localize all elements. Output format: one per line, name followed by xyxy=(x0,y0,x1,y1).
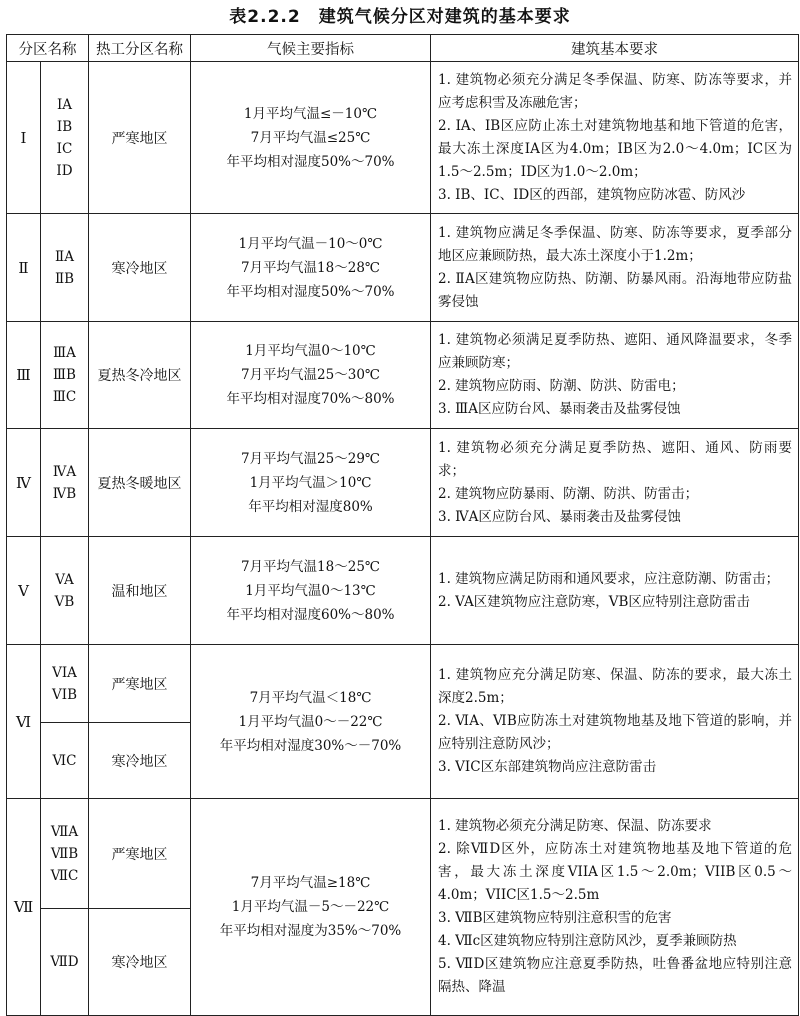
indicator-line: 1月平均气温≤－10℃ xyxy=(243,105,378,122)
subzone-code: ⅦA xyxy=(50,823,79,840)
subzone-codes xyxy=(41,723,89,799)
zone-code: Ⅵ xyxy=(7,645,41,799)
building-requirements xyxy=(431,799,799,1016)
climate-zone-table xyxy=(6,34,799,1016)
requirement-item: 2. 建筑物应防雨、防潮、防洪、防雷电； xyxy=(438,378,685,394)
indicator-line: 1月平均气温－5～－22℃ xyxy=(231,899,390,915)
indicator-line: 7月平均气温≥18℃ xyxy=(250,875,371,891)
subzone-code: ⅦD xyxy=(50,954,79,970)
subzone-code: ID xyxy=(56,162,73,179)
subzone-code: VA xyxy=(55,571,74,588)
subzone-code: ⅥC xyxy=(52,752,77,769)
subzone-code: VIB xyxy=(51,686,77,703)
subzone-code: ⅦB xyxy=(50,845,79,862)
table-title: 表2.2.2 建筑气候分区对建筑的基本要求 xyxy=(229,7,571,27)
indicator-line: 年平均相对湿度80% xyxy=(248,498,373,515)
table-row xyxy=(7,537,799,645)
requirement-item: 1. 建筑物必须满足夏季防热、遮阳、通风降温要求，冬季应兼顾防寒； xyxy=(438,332,792,371)
zone-code: Ⅲ xyxy=(7,322,41,429)
indicator-line: 年平均相对湿度70%～80% xyxy=(226,391,395,407)
subzone-code: VIA xyxy=(52,664,77,681)
zone-code: Ⅶ xyxy=(7,799,41,1016)
subzone-codes xyxy=(41,429,89,537)
requirement-item: 3. ⅢA区应防台风、暴雨袭击及盐雾侵蚀 xyxy=(438,401,681,417)
requirement-item: 1. 建筑物必须充分满足夏季防热、遮阳、通风、防雨要求； xyxy=(438,439,792,479)
climate-indicators xyxy=(191,799,431,1016)
requirement-item: 1. 建筑物应充分满足防寒、保温、防冻的要求，最大冻土深度2.5m； xyxy=(438,667,792,706)
table-row xyxy=(7,799,799,909)
header-thermal-zone: 热工分区名称 xyxy=(89,35,191,62)
requirement-item: 2. 除ⅦD区外，应防冻土对建筑物地基及地下管道的危害，最大冻土深度VIIA区1.5～2.0m；VIIB区0.5～4.0m；VIIC区1.5～2.5m xyxy=(438,841,792,903)
thermal-zone-name: 寒冷地区 xyxy=(89,723,191,799)
thermal-zone-name: 寒冷地区 xyxy=(89,214,191,322)
requirement-item: 1. 建筑物必须充分满足防寒、保温、防冻要求 xyxy=(438,818,712,834)
indicator-line: 年平均相对湿度为35%～70% xyxy=(219,923,402,939)
subzone-code: IC xyxy=(56,140,73,157)
indicator-line: 1月平均气温0～－22℃ xyxy=(238,713,383,730)
requirement-item: 1. 建筑物应满足冬季保温、防寒、防冻等要求，夏季部分地区应兼顾防热，最大冻土深度小于1.2m； xyxy=(438,224,792,264)
subzone-code: IA xyxy=(56,96,73,113)
indicator-line: 7月平均气温25～29℃ xyxy=(240,450,381,467)
climate-indicators xyxy=(191,645,431,799)
subzone-codes xyxy=(41,645,89,723)
climate-indicators xyxy=(191,62,431,214)
requirement-item: 2. IA、IB区应防止冻土对建筑物地基和地下管道的危害，最大冻土深度IA区为4.0m；IB区为2.0～4.0m；IC区为1.5～2.5m；ID区为1.0～2.0m； xyxy=(438,117,792,180)
zone-code: Ⅰ xyxy=(7,62,41,214)
indicator-line: 1月平均气温－10～0℃ xyxy=(238,235,383,252)
header-zone-name: 分区名称 xyxy=(7,35,89,62)
zone-code: Ⅴ xyxy=(7,537,41,645)
indicator-line: 7月平均气温≤25℃ xyxy=(250,129,371,146)
table-row xyxy=(7,62,799,214)
subzone-code: ⅣB xyxy=(52,485,77,502)
thermal-zone-name: 严寒地区 xyxy=(89,62,191,214)
subzone-code: ⅢB xyxy=(53,367,76,383)
thermal-zone-name: 夏热冬暖地区 xyxy=(89,429,191,537)
thermal-zone-name: 寒冷地区 xyxy=(89,909,191,1016)
requirement-item: 2. 建筑物应防暴雨、防潮、防洪、防雷击； xyxy=(438,485,699,502)
indicator-line: 7月平均气温18～28℃ xyxy=(240,259,381,276)
indicator-line: 年平均相对湿度60%～80% xyxy=(226,606,395,623)
climate-indicators xyxy=(191,322,431,429)
header-climate-indicators: 气候主要指标 xyxy=(191,35,431,62)
subzone-code: ⅦC xyxy=(50,867,79,884)
subzone-codes xyxy=(41,537,89,645)
thermal-zone-name: 温和地区 xyxy=(89,537,191,645)
requirement-item: 3. IB、IC、ID区的西部，建筑物应防冰雹、防风沙 xyxy=(438,186,746,203)
table-row xyxy=(7,645,799,723)
requirement-item: 1. 建筑物必须充分满足冬季保温、防寒、防冻等要求，并应考虑积雪及冻融危害； xyxy=(438,71,792,111)
requirement-item: 3. VIC区东部建筑物尚应注意防雷击 xyxy=(438,759,657,775)
subzone-codes xyxy=(41,909,89,1016)
table-row xyxy=(7,429,799,537)
indicator-line: 7月平均气温＜18℃ xyxy=(249,689,372,706)
subzone-code: IB xyxy=(56,118,73,135)
building-requirements xyxy=(431,62,799,214)
requirement-item: 5. ⅦD区建筑物应注意夏季防热，吐鲁番盆地应特别注意隔热、降温 xyxy=(438,956,792,995)
table-row xyxy=(7,214,799,322)
zone-code: Ⅳ xyxy=(7,429,41,537)
building-requirements xyxy=(431,645,799,799)
subzone-codes xyxy=(41,322,89,429)
building-requirements xyxy=(431,322,799,429)
requirement-item: 4. Ⅶc区建筑物应特别注意防风沙，夏季兼顾防热 xyxy=(438,933,737,949)
indicator-line: 1月平均气温＞10℃ xyxy=(249,474,372,491)
building-requirements xyxy=(431,429,799,537)
subzone-code: ⅡA xyxy=(55,248,74,265)
climate-indicators xyxy=(191,429,431,537)
thermal-zone-name: 严寒地区 xyxy=(89,645,191,723)
climate-indicators xyxy=(191,537,431,645)
subzone-code: ⅢC xyxy=(52,389,77,405)
building-requirements xyxy=(431,214,799,322)
thermal-zone-name: 严寒地区 xyxy=(89,799,191,909)
indicator-line: 年平均相对湿度50%～70% xyxy=(226,153,395,170)
subzone-codes xyxy=(41,799,89,909)
indicator-line: 7月平均气温18～25℃ xyxy=(240,558,381,575)
thermal-zone-name: 夏热冬冷地区 xyxy=(89,322,191,429)
indicator-line: 年平均相对湿度30%～－70% xyxy=(219,737,402,754)
subzone-code: ⅡB xyxy=(54,270,75,287)
subzone-code: ⅣA xyxy=(52,463,77,480)
zone-code: Ⅱ xyxy=(7,214,41,322)
requirement-item: 1. 建筑物应满足防雨和通风要求，应注意防潮、防雷击； xyxy=(438,570,780,587)
requirement-item: 2. ⅥA、ⅥB应防冻土对建筑物地基及地下管道的影响，并应特别注意防风沙； xyxy=(438,713,792,752)
building-requirements xyxy=(431,537,799,645)
indicator-line: 1月平均气温0～13℃ xyxy=(245,582,376,599)
requirement-item: 3. ⅣA区应防台风、暴雨袭击及盐雾侵蚀 xyxy=(438,508,681,525)
header-row xyxy=(7,35,799,62)
indicator-line: 年平均相对湿度50%～70% xyxy=(226,283,395,300)
subzone-code: ⅢA xyxy=(53,345,76,361)
indicator-line: 7月平均气温25～30℃ xyxy=(240,367,381,383)
subzone-codes xyxy=(41,62,89,214)
subzone-codes xyxy=(41,214,89,322)
subzone-code: VB xyxy=(54,593,75,610)
indicator-line: 1月平均气温0～10℃ xyxy=(245,343,376,359)
header-building-requirements: 建筑基本要求 xyxy=(431,35,799,62)
requirement-item: 2. ⅡA区建筑物应防热、防潮、防暴风雨。沿海地带应防盐雾侵蚀 xyxy=(438,270,792,310)
table-row xyxy=(7,322,799,429)
climate-indicators xyxy=(191,214,431,322)
requirement-item: 3. ⅦB区建筑物应特别注意积雪的危害 xyxy=(438,910,672,926)
requirement-item: 2. VA区建筑物应注意防寒，VB区应特别注意防雷击 xyxy=(438,593,750,610)
